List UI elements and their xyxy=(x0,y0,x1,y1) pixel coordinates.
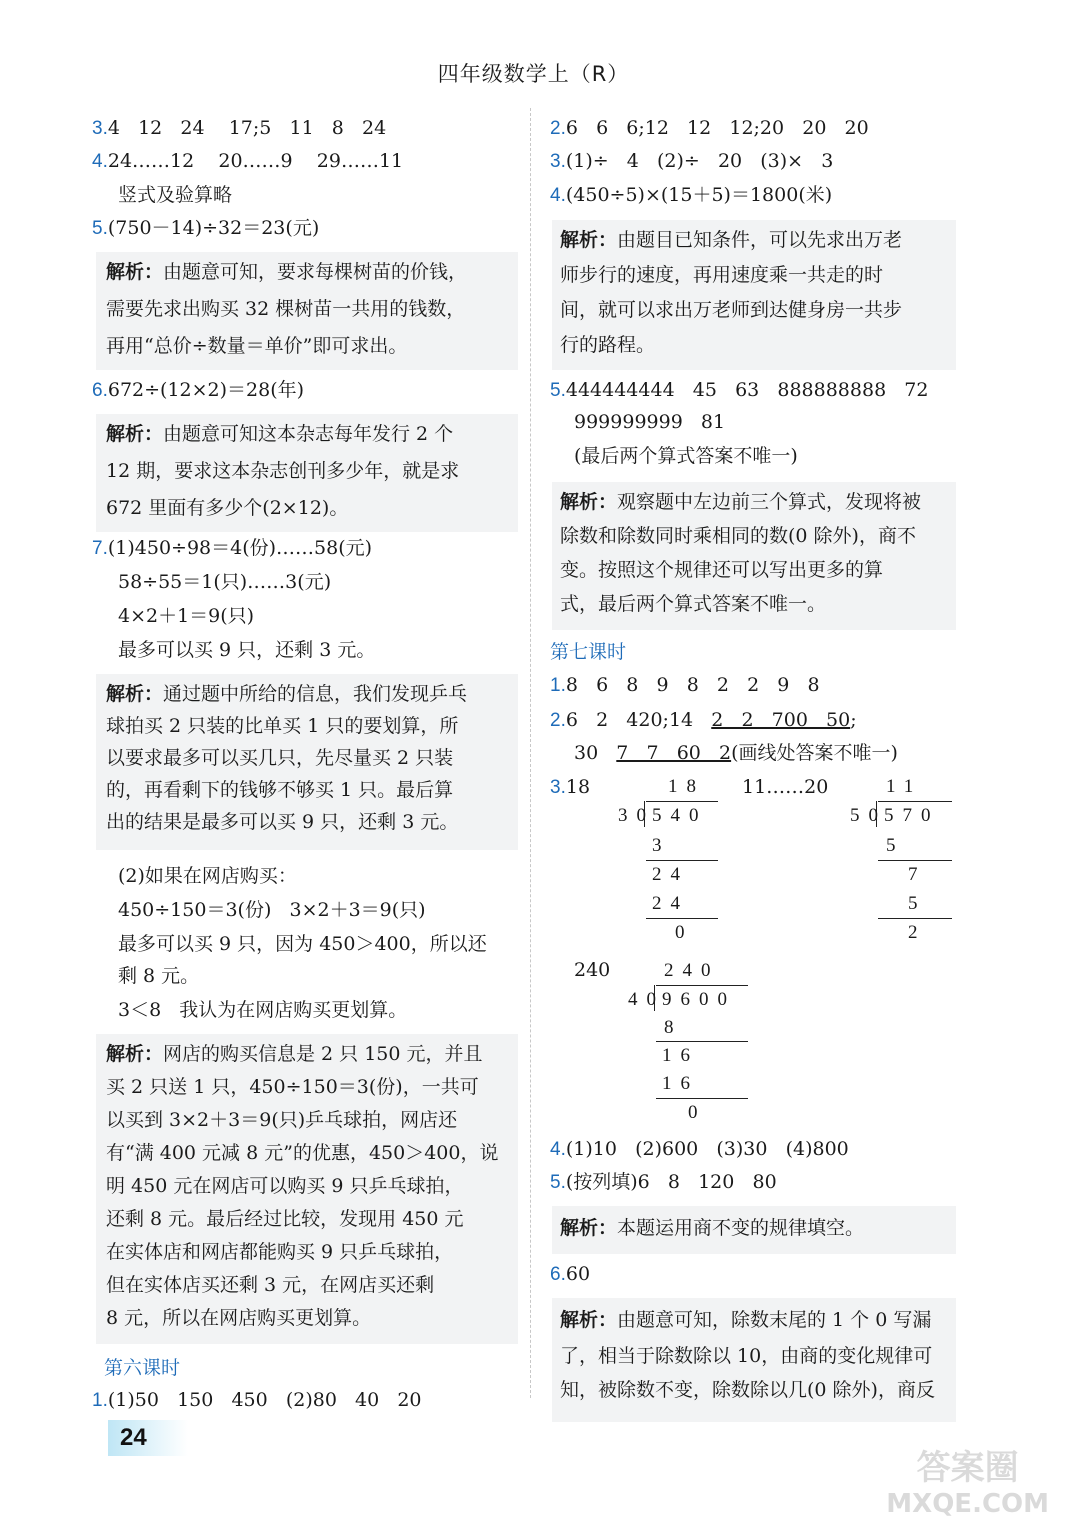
answer-line: 5.(750－14)÷32＝23(元) xyxy=(92,217,320,239)
answer-line: 3＜8 我认为在网店购买更划算。 xyxy=(118,999,408,1021)
section-title: 第七课时 xyxy=(550,641,627,663)
answer-line: 450÷150＝3(份) 3×2＋3＝9(只) xyxy=(118,899,426,921)
answer-line: 999999999 81 xyxy=(574,411,726,433)
answer-line: 剩 8 元。 xyxy=(118,965,200,987)
answer-line: 5.444444444 45 63 888888888 72 xyxy=(550,379,929,401)
answer-line: 4.(1)10 (2)600 (3)30 (4)800 xyxy=(550,1138,849,1160)
answer-line: 2.6 6 6;12 12 12;20 20 20 xyxy=(550,117,869,139)
section-title: 第六课时 xyxy=(104,1357,181,1379)
answer-line: 3.(1)÷ 4 (2)÷ 20 (3)× 3 xyxy=(550,150,834,172)
answer-line: 最多可以买 9 只，因为 450＞400，所以还 xyxy=(118,933,487,955)
analysis-box: 解析：观察题中左边前三个算式，发现将被 除数和除数同时乘相同的数(0 除外)，商不 变。按照这个规律还可以写出更多的算 式，最后两个算式答案不唯一。 xyxy=(552,482,956,630)
answer-line: (最后两个算式答案不唯一) xyxy=(574,445,798,467)
answer-line: 30 7 7 60 2(画线处答案不唯一) xyxy=(574,742,898,764)
answer-line: 4.(450÷5)×(15＋5)＝1800(米) xyxy=(550,184,833,206)
answer-line: 6.672÷(12×2)＝28(年) xyxy=(92,379,305,401)
answer-line: 4×2＋1＝9(只) xyxy=(118,605,255,627)
analysis-box: 解析：由题意可知这本杂志每年发行 2 个 12 期，要求这本杂志创刊多少年，就是求 672 里面有多少个(2×12)。 xyxy=(96,414,518,532)
column-divider xyxy=(530,108,531,1398)
analysis-box: 解析：通过题中所给的信息，我们发现乒乓 球拍买 2 只装的比单买 1 只的要划算，所 以要求最多可以买几只，先尽量买 2 只装 的，再看剩下的钱够不够买 1 只。最后算 出的结果是最多可以买 9 只，还剩 3 元。 xyxy=(96,674,518,850)
answer-line: 240 xyxy=(574,959,611,981)
answer-line: 竖式及验算略 xyxy=(118,184,233,206)
watermark: 答案圈 MXQE.COM xyxy=(886,1448,1049,1519)
page-header: 四年级数学上（R） xyxy=(437,62,630,86)
answer-line: 7.(1)450÷98＝4(份)……58(元) xyxy=(92,537,373,559)
answer-line: 最多可以买 9 只，还剩 3 元。 xyxy=(118,639,376,661)
answer-line: 2.6 2 420;14 2 2 700 50; xyxy=(550,709,857,731)
answer-line: 11……20 xyxy=(742,776,829,798)
answer-line: 1.8 6 8 9 8 2 2 9 8 xyxy=(550,674,820,696)
answer-line: 58÷55＝1(只)……3(元) xyxy=(118,571,332,593)
page-number-badge xyxy=(108,1420,188,1456)
answer-line: 1.(1)50 150 450 (2)80 40 20 xyxy=(92,1389,422,1411)
analysis-box: 解析：由题目已知条件，可以先求出万老 师步行的速度，再用速度乘一共走的时 间，就可以求出万老师到达健身房一共步 行的路程。 xyxy=(552,220,956,370)
analysis-box: 解析：本题运用商不变的规律填空。 xyxy=(552,1206,956,1254)
answer-line: 4.24……12 20……9 29……11 xyxy=(92,150,404,172)
answer-line: 6.60 xyxy=(550,1263,591,1285)
analysis-box: 解析：网店的购买信息是 2 只 150 元，并且 买 2 只送 1 只，450÷150＝3(份)，一共可 以买到 3×2＋3＝9(只)乒乓球拍，网店还 有“满 400 元减 8 元”的优惠，450＞400，说 明 450 元在网店可以购买 9 只乒乓球拍， 还剩 8 元。最后经过比较，发现用 450 元 在实体店和网店都能购买 9 只乒乓球拍， 但在实体店买还剩 3 元，在网店买还剩 8 元，所以在网店购买更划算。 xyxy=(96,1034,518,1344)
answer-line: 5.(按列填)6 8 120 80 xyxy=(550,1171,777,1193)
answer-line: 3.18 xyxy=(550,776,591,798)
answer-line: (2)如果在网店购买： xyxy=(118,865,297,887)
answer-line: 3.4 12 24 17;5 11 8 24 xyxy=(92,117,387,139)
analysis-box: 解析：由题意可知，除数末尾的 1 个 0 写漏 了，相当于除数除以 10，由商的变化规律可 知，被除数不变，除数除以几(0 除外)，商反 xyxy=(552,1298,956,1422)
page-number: 24 xyxy=(120,1424,147,1451)
analysis-box: 解析：由题意可知，要求每棵树苗的价钱， 需要先求出购买 32 棵树苗一共用的钱数， 再用“总价÷数量＝单价”即可求出。 xyxy=(96,252,518,370)
